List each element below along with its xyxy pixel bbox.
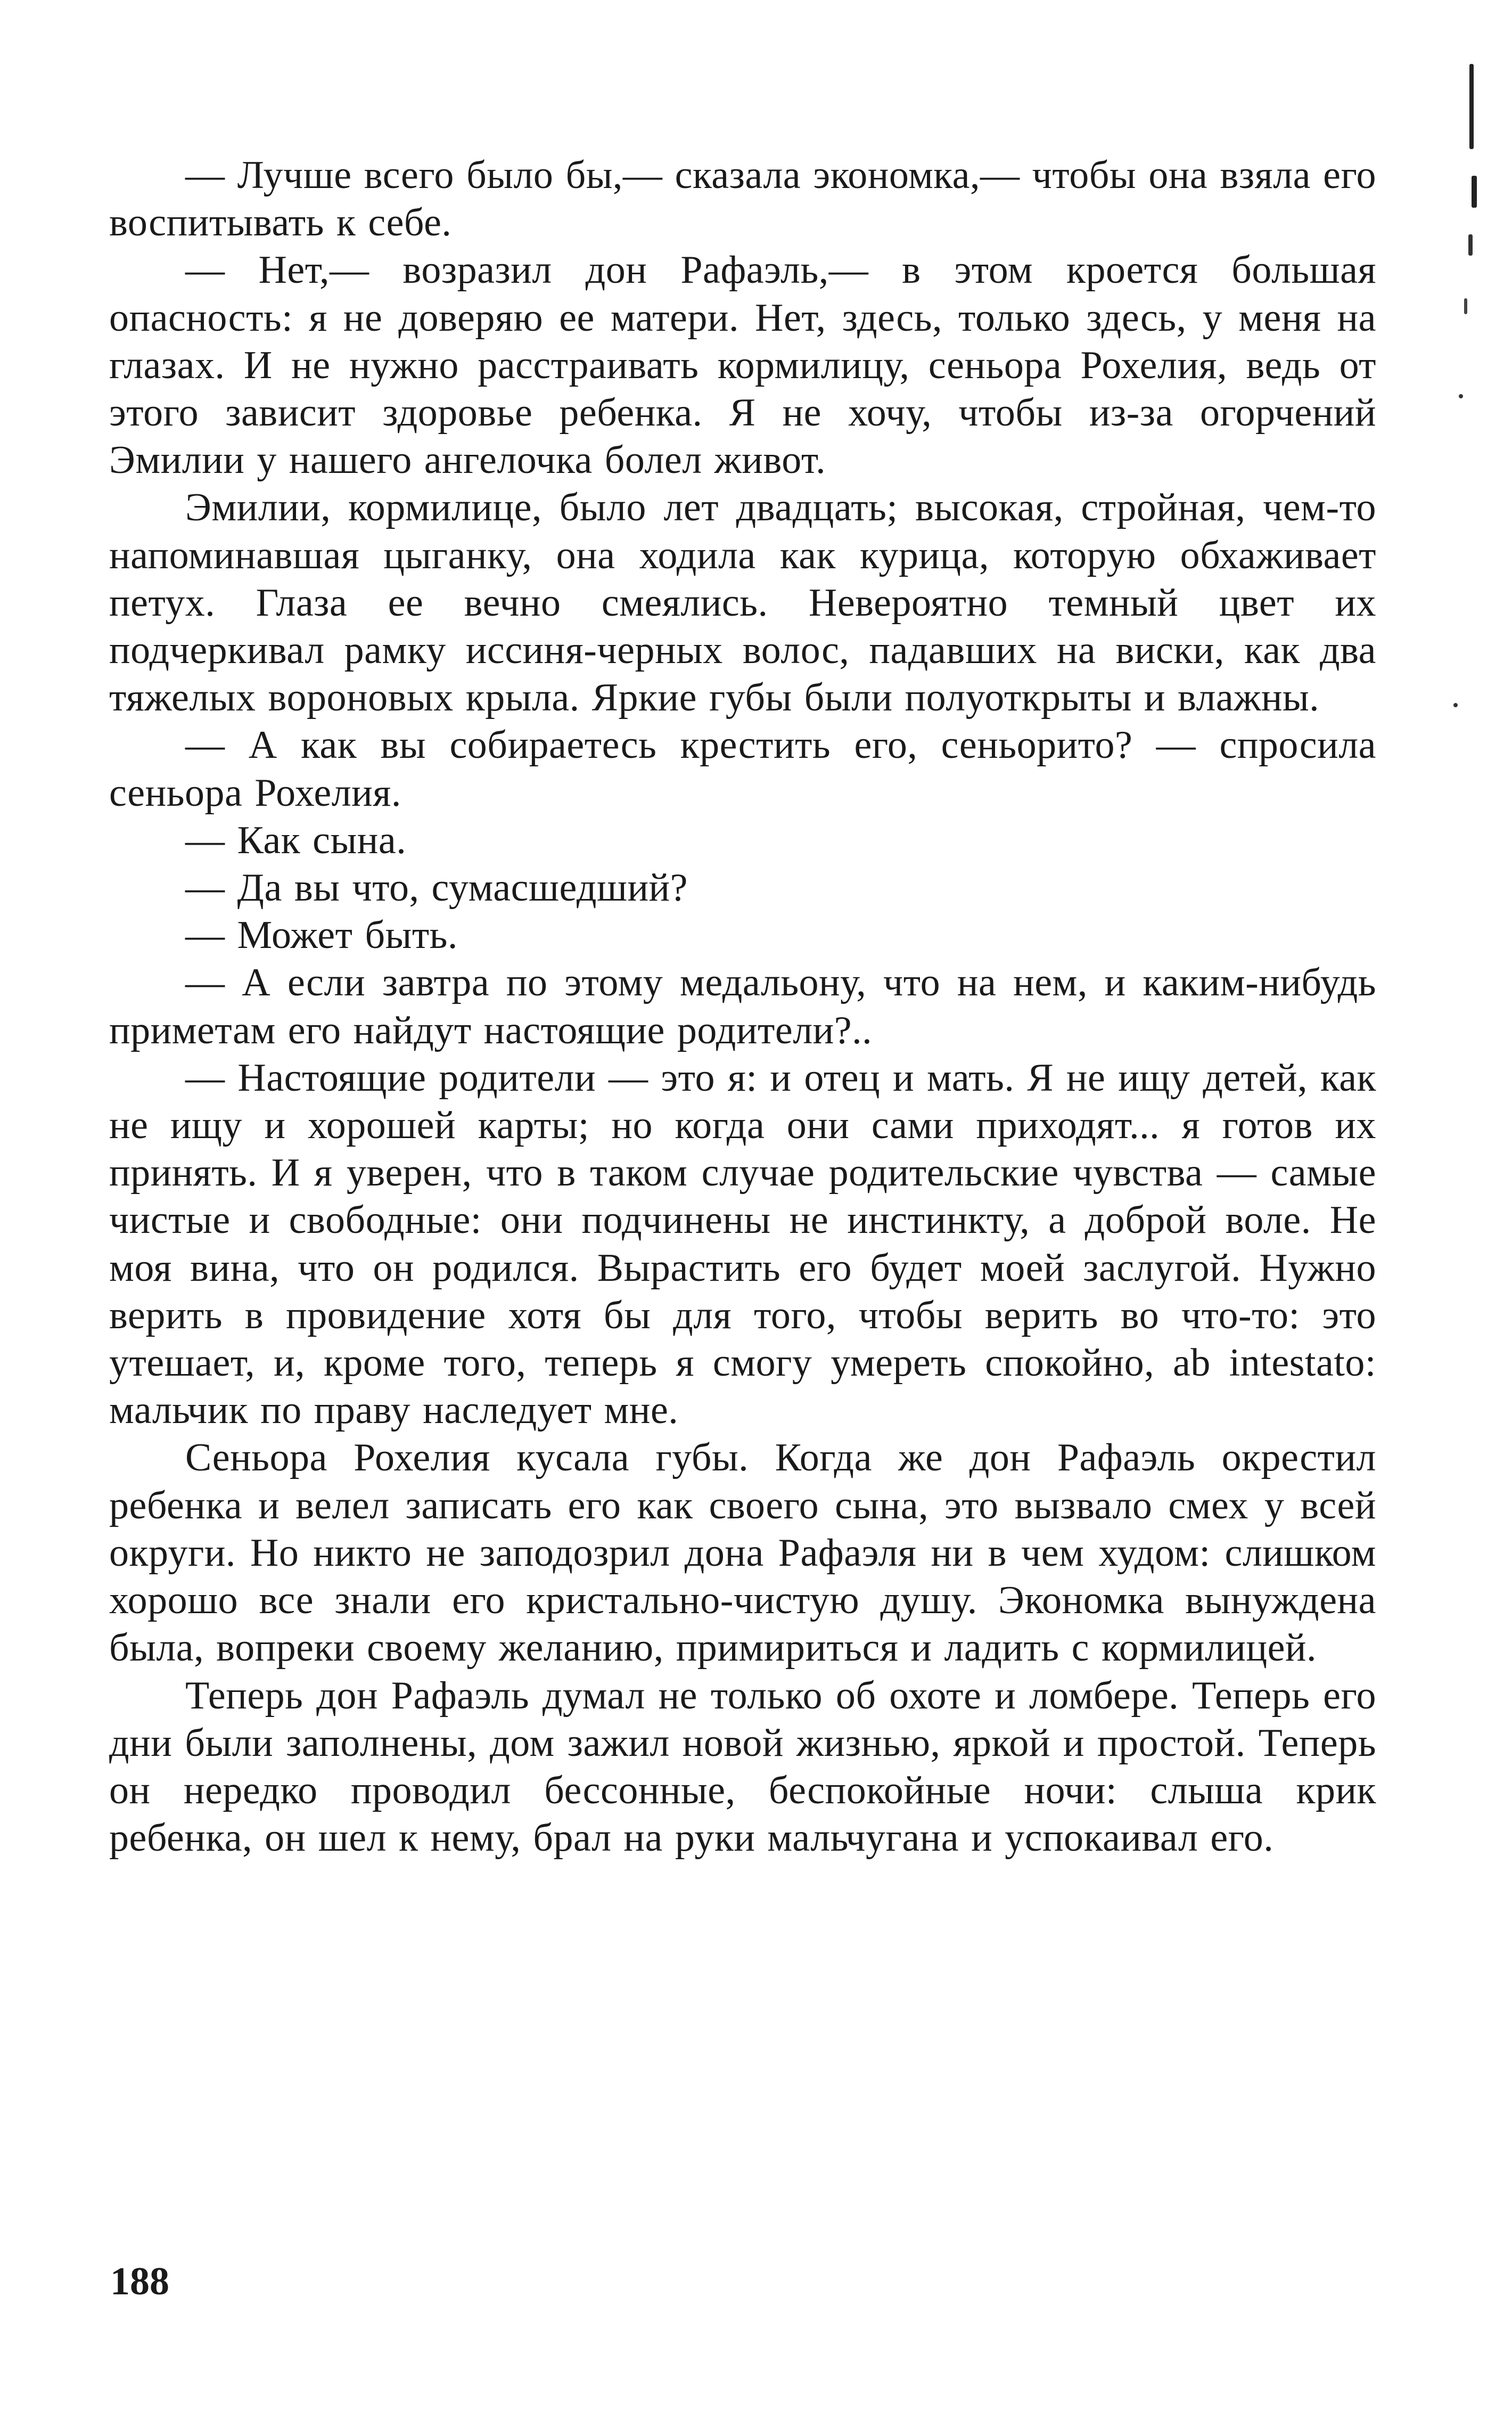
- margin-scan-artifacts: [1448, 53, 1512, 586]
- page-number: 188: [110, 2260, 169, 2303]
- paragraph: Сеньора Рохелия кусала губы. Когда же дон Рафаэль окрестил ребенка и велел записать его как своего сына, это вызвало смех у всей округи. Но никто не заподозрил дона Рафаэля ни в чем худом: слишком хорошо все знали его кристально-чистую душу. Экономка вынуждена была, вопреки своему желанию, примириться и ладить с кормилицей.: [109, 1436, 1376, 1670]
- paragraph: — Да вы что, сумасшедший?: [185, 866, 688, 910]
- paragraph: Теперь дон Рафаэль думал не только об охоте и ломбере. Теперь его дни были заполнены, дом зажил новой жизнью, яркой и простой. Теперь он нередко проводил бессонные, беспокойные ночи: слыша крик ребенка, он шел к нему, брал на руки мальчугана и успокаивал его.: [109, 1673, 1376, 1860]
- paragraph: — А если завтра по этому медальону, что на нем, и каким-нибудь приметам его найдут настоящие родители?..: [109, 961, 1376, 1052]
- paragraph: — А как вы собираетесь крестить его, сеньорито? — спросила сеньора Рохелия.: [109, 723, 1376, 815]
- paragraph: — Настоящие родители — это я: и отец и мать. Я не ищу детей, как не ищу и хорошей карты; но когда они сами приходят... я готов их принять. И я уверен, что в таком случае родительские чувства — самые чистые и свободные: они подчинены не инстинкту, а доброй воле. Не моя вина, что он родился. Вырастить его будет моей заслугой. Нужно верить в провидение хотя бы для того, чтобы верить во что-то: это утешает, и, кроме того, теперь я смогу умереть спокойно, ab intestato: мальчик по праву наследует мне.: [109, 1056, 1376, 1433]
- paragraph: — Как сына.: [185, 818, 407, 862]
- paragraph: — Может быть.: [185, 913, 458, 958]
- paragraph: — Лучше всего было бы,— сказала экономка,— чтобы она взяла его воспитывать к себе.: [109, 153, 1376, 245]
- paragraph: — Нет,— возразил дон Рафаэль,— в этом кроется большая опасность: я не доверяю ее матери. Нет, здесь, только здесь, у меня на глазах. И не нужно расстраивать кормилицу, сеньора Рохелия, ведь от этого зависит здоровье ребенка. Я не хочу, чтобы из-за огорчений Эмилии у нашего ангелочка болел живот.: [109, 248, 1376, 483]
- page-text: [109, 152, 1376, 1862]
- paragraph: Эмилии, кормилице, было лет двадцать; высокая, стройная, чем-то напоминавшая цыганку, она ходила как курица, которую обхаживает петух. Глаза ее вечно смеялись. Невероятно темный цвет их подчеркивал рамку иссиня-черных волос, падавших на виски, как два тяжелых вороновых крыла. Яркие губы были полуоткрыты и влажны.: [109, 486, 1376, 720]
